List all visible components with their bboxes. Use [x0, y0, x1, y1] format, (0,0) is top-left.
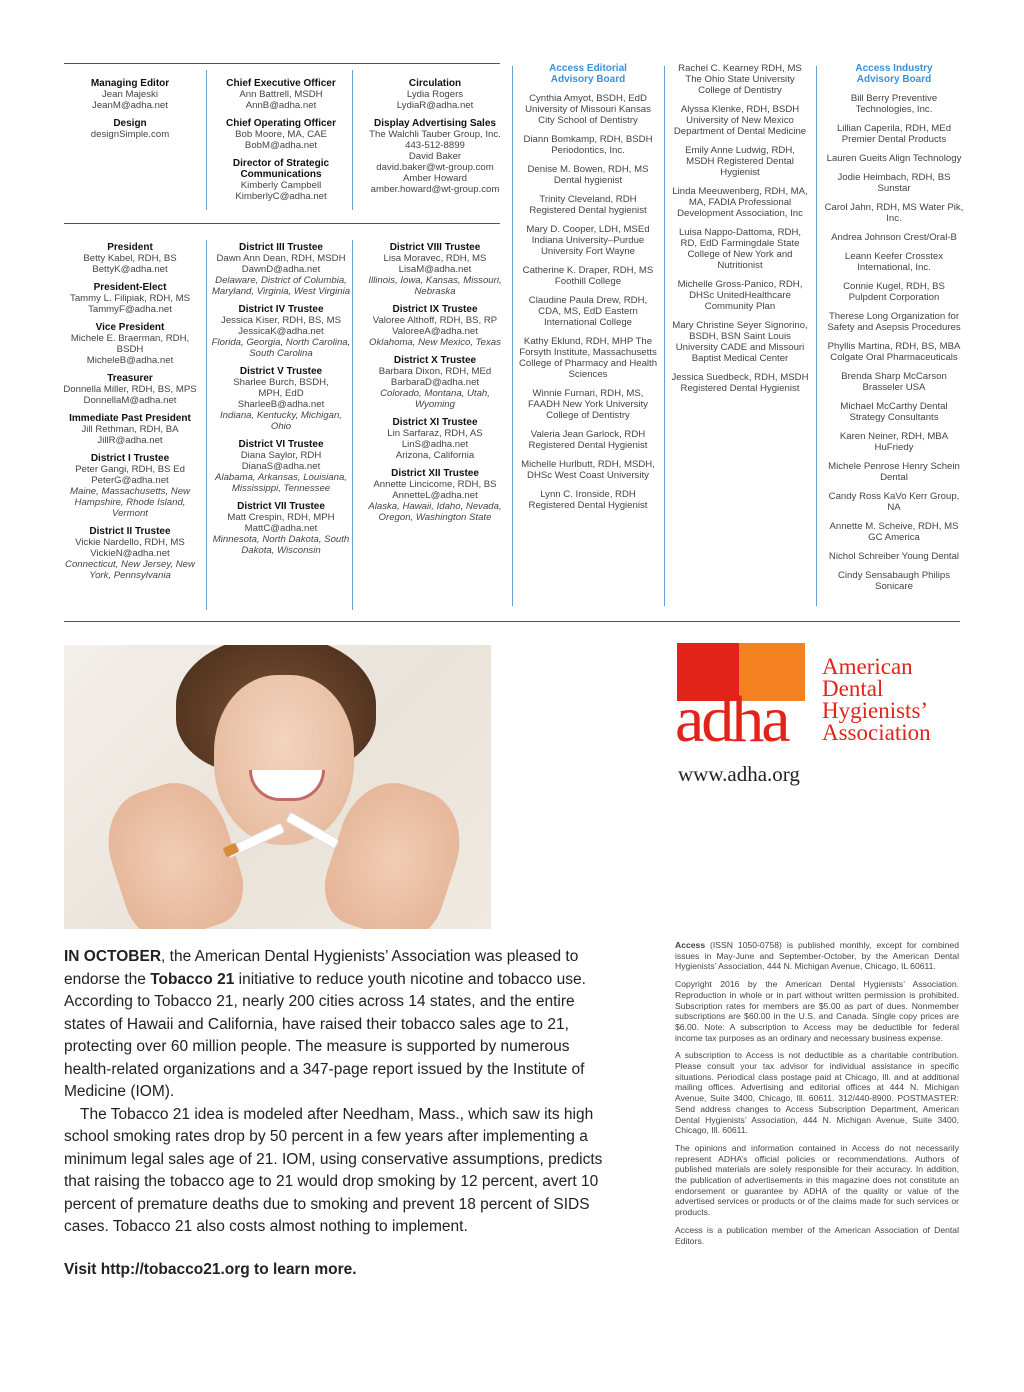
- board-member: Michael McCarthy Dental Strategy Consultants: [840, 401, 948, 423]
- board-member: Candy Ross KaVo Kerr Group, NA: [828, 491, 960, 513]
- industry-board-title: Access Industry: [855, 63, 933, 74]
- officer-title: District VIII Trustee: [389, 242, 481, 253]
- legal-text: (ISSN 1050-0758) is published monthly, except for combined issues in May-June and September-October, by the American Dental Hygienists’ Association, 444 N. Michigan Avenue, Chicago, IL 60611.: [675, 940, 959, 972]
- officer-block: [360, 417, 510, 461]
- circulation-name: Lydia Rogers: [406, 89, 464, 100]
- officer-block: [60, 373, 200, 406]
- officer-region: Alaska, Hawaii, Idaho, Nevada, Oregon, Washington State: [368, 501, 502, 523]
- officer-title: District IX Trustee: [392, 304, 478, 315]
- officer-title: District IV Trustee: [238, 304, 324, 315]
- officer-block: [60, 242, 200, 275]
- officer-line: SharleeB@adha.net: [237, 399, 325, 410]
- display-ads-contact: Amber Howard: [403, 173, 467, 184]
- officer-title: Vice President: [95, 322, 165, 333]
- officer-line: DianaS@adha.net: [241, 461, 321, 472]
- board-member: Luisa Nappo-Dattoma, RDH, RD, EdD Farmingdale State College of New York and Nutritionist: [678, 227, 802, 271]
- officer-region: Colorado, Montana, Utah, Wyoming: [380, 388, 490, 410]
- officer-title: President: [107, 242, 153, 253]
- officer-line: DonnellaM@adha.net: [83, 395, 177, 406]
- column-divider: [352, 240, 353, 610]
- display-ads-title: Display Advertising Sales: [374, 118, 496, 129]
- officer-line: VickieN@adha.net: [90, 548, 170, 559]
- legal-paragraph-3: A subscription to Access is not deductible as a charitable contribution. Please consult your tax advisor for individual assistance in specific situations. Periodical class postage paid at Chicago, Ill. and at additional mailing offices. Advertising and editorial offices at 444 N. Michigan Avenue, Suite 3400, Chicago, Ill. 60611. 312/440-8900. POSTMASTER: Send address changes to Access Subscription Department, American Dental Hygienists’ Association, 444 N. Michigan Avenue, Suite 3400, Chicago, Ill. 60611.: [675, 1050, 959, 1136]
- circulation-email: LydiaR@adha.net: [396, 100, 474, 111]
- adha-website-link[interactable]: www.adha.org: [678, 762, 800, 786]
- article-body: [64, 946, 612, 1281]
- officer-line: Peter Gangi, RDH, BS Ed: [75, 464, 185, 475]
- masthead-top-rule: [64, 63, 500, 64]
- officer-region: Florida, Georgia, North Carolina, South Carolina: [211, 337, 351, 359]
- officer-block: [210, 304, 352, 359]
- officer-line: Barbara Dixon, RDH, MEd: [378, 366, 492, 377]
- board-member: Michele Penrose Henry Schein Dental: [828, 461, 960, 483]
- board-member: Catherine K. Draper, RDH, MS Foothill College: [522, 265, 654, 287]
- legal-paragraph-1: [675, 940, 959, 972]
- logo-word-american: American: [822, 654, 913, 679]
- dir-strat-email: KimberlyC@adha.net: [235, 191, 327, 202]
- access-bold: Access: [675, 940, 706, 950]
- officer-line: Diana Saylor, RDH: [240, 450, 322, 461]
- board-member: Lauren Gueits Align Technology: [826, 153, 962, 164]
- column-divider: [512, 66, 513, 606]
- board-member: Connie Kugel, RDH, BS Pulpdent Corporation: [843, 281, 945, 303]
- logo-word-hygienists: Hygienists’: [822, 698, 929, 723]
- board-member: Bill Berry Preventive Technologies, Inc.: [850, 93, 938, 115]
- officer-block: [60, 282, 200, 315]
- officer-block: [60, 453, 200, 519]
- legal-paragraph-5: Access is a publication member of the American Association of Dental Editors.: [675, 1224, 959, 1246]
- masthead-mid-rule: [64, 223, 500, 224]
- officer-title: President-Elect: [93, 282, 167, 293]
- legal-paragraph-4: The opinions and information contained in Access do not necessarily represent ADHA’s official policies or recommendations. Authors of published materials are solely responsible for their accuracy. In addition, the publication of advertisements in this magazine does not constitute an endorsement or guarantee by ADHA of the quality or value of the advertised services or products or of the claims made for such services or products.: [675, 1142, 959, 1218]
- display-ads-phone: 443-512-8899: [405, 140, 465, 151]
- board-member: Lynn C. Ironside, RDH Registered Dental Hygienist: [528, 489, 648, 511]
- officer-line: Lisa Moravec, RDH, MS: [383, 253, 487, 264]
- lead-caps: IN OCTOBER: [64, 948, 162, 965]
- board-member: Cynthia Amyot, BSDH, EdD University of Missouri Kansas City School of Dentistry: [525, 93, 651, 126]
- officer-line: LisaM@adha.net: [398, 264, 472, 275]
- publication-notice: [675, 940, 959, 1253]
- column-divider: [206, 70, 207, 210]
- officer-line: AnnetteL@adha.net: [392, 490, 478, 501]
- officer-block: [210, 501, 352, 556]
- board-member: Cindy Sensabaugh Philips Sonicare: [837, 570, 950, 592]
- officer-line: Jessica Kiser, RDH, BS, MS: [221, 315, 341, 326]
- board-member: Therese Long Organization for Safety and Asepsis Procedures: [827, 311, 961, 333]
- display-ads-email: amber.howard@wt-group.com: [370, 184, 500, 195]
- article-paragraph-1: [64, 946, 612, 1104]
- officer-line: TammyF@adha.net: [88, 304, 172, 315]
- board-member: Brenda Sharp McCarson Brasseler USA: [841, 371, 947, 393]
- logo-word-association: Association: [822, 720, 931, 745]
- officer-block: [210, 242, 352, 297]
- officer-line: Donnella Miller, RDH, BS, MPS: [63, 384, 197, 395]
- officer-title: District II Trustee: [89, 526, 171, 537]
- board-member: Rachel C. Kearney RDH, MS The Ohio State University College of Dentistry: [678, 63, 802, 96]
- officer-line: BarbaraD@adha.net: [390, 377, 480, 388]
- coo-name: Bob Moore, MA, CAE: [235, 129, 327, 140]
- column-divider: [664, 66, 665, 606]
- board-member: Jodie Heimbach, RDH, BS Sunstar: [837, 172, 951, 194]
- woman-breaking-cigarette-photo: [64, 645, 491, 929]
- officer-title: District XI Trustee: [392, 417, 478, 428]
- officer-line: BSDH: [116, 344, 144, 355]
- officer-block: [210, 439, 352, 494]
- ceo-email: AnnB@adha.net: [245, 100, 317, 111]
- article-text: initiative to reduce youth nicotine and tobacco use. According to Tobacco 21, nearly 200 cities across 14 states, and the entire states of Hawaii and California, have raised their tobacco sales age to 21, protecting over 60 million people. The measure is supported by numerous health-related organizations and a 347-page report issued by the Institute of Medicine (IOM).: [64, 970, 586, 1100]
- officer-line: Annette Lincicome, RDH, BS: [373, 479, 497, 490]
- officer-title: District VI Trustee: [238, 439, 324, 450]
- board-member: Valeria Jean Garlock, RDH Registered Dental Hygienist: [528, 429, 648, 451]
- coo-title: Chief Operating Officer: [225, 118, 336, 129]
- display-ads-company: The Walchli Tauber Group, Inc.: [369, 129, 501, 140]
- officer-line: Valoree Althoff, RDH, BS, RP: [372, 315, 498, 326]
- dir-strat-title: Director of Strategic Communications: [232, 158, 330, 180]
- officer-region: Connecticut, New Jersey, New York, Pennsylvania: [65, 559, 195, 581]
- officer-region: Oklahoma, New Mexico, Texas: [369, 337, 501, 348]
- ceo-name: Ann Battrell, MSDH: [239, 89, 323, 100]
- officer-line: JillR@adha.net: [97, 435, 163, 446]
- board-member: Kathy Eklund, RDH, MHP The Forsyth Institute, Massachusetts College of Pharmacy and Health Sciences: [518, 336, 658, 380]
- officer-line: ValoreeA@adha.net: [392, 326, 478, 337]
- managing-editor-title: Managing Editor: [90, 78, 170, 89]
- board-member: Michelle Gross-Panico, RDH, DHSc UnitedHealthcare Community Plan: [677, 279, 803, 312]
- board-member: Trinity Cleveland, RDH Registered Dental hygienist: [529, 194, 647, 216]
- adha-logo: [677, 643, 805, 755]
- masthead-col-3: [360, 78, 510, 202]
- board-member: Lillian Caperila, RDH, MEd Premier Dental Products: [836, 123, 952, 145]
- officer-title: District VII Trustee: [237, 501, 325, 512]
- officer-title: District III Trustee: [239, 242, 323, 253]
- officer-region: Indiana, Kentucky, Michigan, Ohio: [220, 410, 342, 432]
- board-member: Alyssa Klenke, RDH, BSDH University of New Mexico Department of Dental Medicine: [673, 104, 807, 137]
- officer-line: MattC@adha.net: [244, 523, 318, 534]
- masthead-bottom-rule: [64, 621, 960, 622]
- logo-wordmark: [822, 656, 931, 744]
- column-divider: [816, 66, 817, 606]
- officer-block: [360, 355, 510, 410]
- officer-line: Betty Kabel, RDH, BS: [83, 253, 177, 264]
- industry-board-title-2: Advisory Board: [856, 74, 932, 85]
- ceo-title: Chief Executive Officer: [226, 78, 336, 89]
- officer-line: LinS@adha.net: [401, 439, 469, 450]
- dir-strat-name: Kimberly Campbell: [240, 180, 322, 191]
- officer-title: District V Trustee: [239, 366, 323, 377]
- board-member: Annette M. Scheive, RDH, MS GC America: [829, 521, 959, 543]
- officer-line: Michele E. Braerman, RDH,: [70, 333, 190, 344]
- officer-title: District I Trustee: [90, 453, 170, 464]
- officers-col-1: [60, 242, 200, 588]
- logo-mark: adha: [675, 683, 788, 756]
- officers-col-3: [360, 242, 510, 530]
- officer-region: Maine, Massachusetts, New Hampshire, Rhode Island, Vermont: [70, 486, 190, 519]
- board-member: Michelle Hurlbutt, RDH, MSDH, DHSc West Coast University: [521, 459, 655, 481]
- board-member: Andrea Johnson Crest/Oral-B: [831, 232, 957, 243]
- tobacco21-link-cta[interactable]: Visit http://tobacco21.org to learn more.: [64, 1260, 357, 1278]
- board-member: Mary D. Cooper, LDH, MSEd Indiana University–Purdue University Fort Wayne: [526, 224, 650, 257]
- industry-board: [824, 63, 964, 600]
- officer-region: Illinois, Iowa, Kansas, Missouri, Nebraska: [368, 275, 502, 297]
- board-member: Leann Keefer Crosstex International, Inc.: [844, 251, 944, 273]
- editorial-board-continued: [670, 63, 810, 402]
- officer-line: DawnD@adha.net: [241, 264, 321, 275]
- coo-email: BobM@adha.net: [244, 140, 318, 151]
- board-member: Winnie Furnari, RDH, MS, FAADH New York University College of Dentistry: [528, 388, 648, 421]
- column-divider: [206, 240, 207, 610]
- officer-line: Dawn Ann Dean, RDH, MSDH: [216, 253, 346, 264]
- circulation-title: Circulation: [408, 78, 462, 89]
- officer-block: [210, 366, 352, 432]
- officer-line: Sharlee Burch, BSDH,: [233, 377, 329, 388]
- tobacco-21-bold: Tobacco 21: [150, 970, 235, 988]
- officers-col-2: [210, 242, 352, 563]
- officer-line: MPH, EdD: [258, 388, 304, 399]
- board-member: Emily Anne Ludwig, RDH, MSDH Registered Dental Hygienist: [685, 145, 795, 178]
- officer-region: Alabama, Arkansas, Louisiana, Mississippi, Tennessee: [215, 472, 347, 494]
- board-member: Denise M. Bowen, RDH, MS Dental hygienist: [527, 164, 649, 186]
- officer-title: District XII Trustee: [391, 468, 479, 479]
- officer-title: Immediate Past President: [69, 413, 191, 424]
- managing-editor-email: JeanM@adha.net: [92, 100, 168, 111]
- article-text: , the American Dental Hygienists’ Association was pleased to endorse the: [64, 948, 579, 988]
- officer-line: MicheleB@adha.net: [86, 355, 174, 366]
- officer-line: Arizona, California: [395, 450, 475, 461]
- managing-editor-name: Jean Majeski: [102, 89, 158, 100]
- officer-line: Tammy L. Filipiak, RDH, MS: [70, 293, 190, 304]
- officer-line: JessicaK@adha.net: [238, 326, 324, 337]
- board-member: Linda Meeuwenberg, RDH, MA, MA, FADIA Professional Development Association, Inc: [672, 186, 808, 219]
- design-title: Design: [113, 118, 147, 129]
- board-member: Carol Jahn, RDH, MS Water Pik, Inc.: [824, 202, 964, 224]
- officer-block: [360, 242, 510, 297]
- officer-block: [360, 468, 510, 523]
- display-ads-email: david.baker@wt-group.com: [376, 162, 494, 173]
- officer-block: [60, 322, 200, 366]
- masthead-col-2: [210, 78, 352, 209]
- officer-line: Jill Rethman, RDH, BA: [81, 424, 179, 435]
- editorial-board-title-2: Advisory Board: [550, 74, 626, 85]
- officer-block: [360, 304, 510, 348]
- officer-region: Delaware, District of Columbia, Maryland, Virginia, West Virginia: [211, 275, 351, 297]
- board-member: Karen Neiner, RDH, MBA HuFriedy: [839, 431, 949, 453]
- board-member: Jessica Suedbeck, RDH, MSDH Registered Dental Hygienist: [671, 372, 809, 394]
- officer-title: Treasurer: [107, 373, 153, 384]
- board-member: Nichol Schreiber Young Dental: [828, 551, 960, 562]
- officer-line: Lin Sarfaraz, RDH, AS: [387, 428, 483, 439]
- officer-block: [60, 413, 200, 446]
- officer-line: Matt Crespin, RDH, MPH: [227, 512, 335, 523]
- article-paragraph-2: The Tobacco 21 idea is modeled after Needham, Mass., which saw its high school smoking rates drop by 50 percent in a few years after implementing a minimum legal sales age of 21. IOM, using conservative assumptions, predicts that raising the tobacco age to 21 would drop smoking by 12 percent, avert 10 percent of premature deaths due to smoking and prevent 18 percent of SIDS cases. Tobacco 21 also costs almost nothing to implement.: [64, 1105, 603, 1235]
- board-member: Mary Christine Seyer Signorino, BSDH, BSN Saint Louis University CADE and Missouri Baptist Medical Center: [672, 320, 808, 364]
- logo-word-dental: Dental: [822, 676, 884, 701]
- officer-title: District X Trustee: [393, 355, 477, 366]
- officer-line: BettyK@adha.net: [92, 264, 168, 275]
- board-member: Phyllis Martina, RDH, BS, MBA Colgate Oral Pharmaceuticals: [827, 341, 961, 363]
- column-divider: [352, 70, 353, 210]
- board-member: Diann Bomkamp, RDH, BSDH Periodontics, Inc.: [523, 134, 653, 156]
- officer-line: PeterG@adha.net: [91, 475, 169, 486]
- masthead-col-1: [64, 78, 196, 147]
- officer-block: [60, 526, 200, 581]
- display-ads-contact: David Baker: [408, 151, 462, 162]
- board-member: Claudine Paula Drew, RDH, CDA, MS, EdD Eastern International College: [528, 295, 648, 328]
- officer-line: Vickie Nardello, RDH, MS: [75, 537, 185, 548]
- editorial-board-title: Access Editorial: [549, 63, 627, 74]
- officer-region: Minnesota, North Dakota, South Dakota, Wisconsin: [212, 534, 350, 556]
- editorial-board: [518, 63, 658, 519]
- design-value: designSimple.com: [90, 129, 170, 140]
- legal-paragraph-2: Copyright 2016 by the American Dental Hygienists’ Association. Reproduction in whole or in part without written permission is prohibited. Subscription rates for members are $5.00 as part of dues. Nonmember subscriptions are $60.00 in the U.S. and Canada. Single copy prices are $6.00. Note: A subscription to Access may be deductible for federal income tax purposes as an ordinary and necessary business expense.: [675, 979, 959, 1043]
